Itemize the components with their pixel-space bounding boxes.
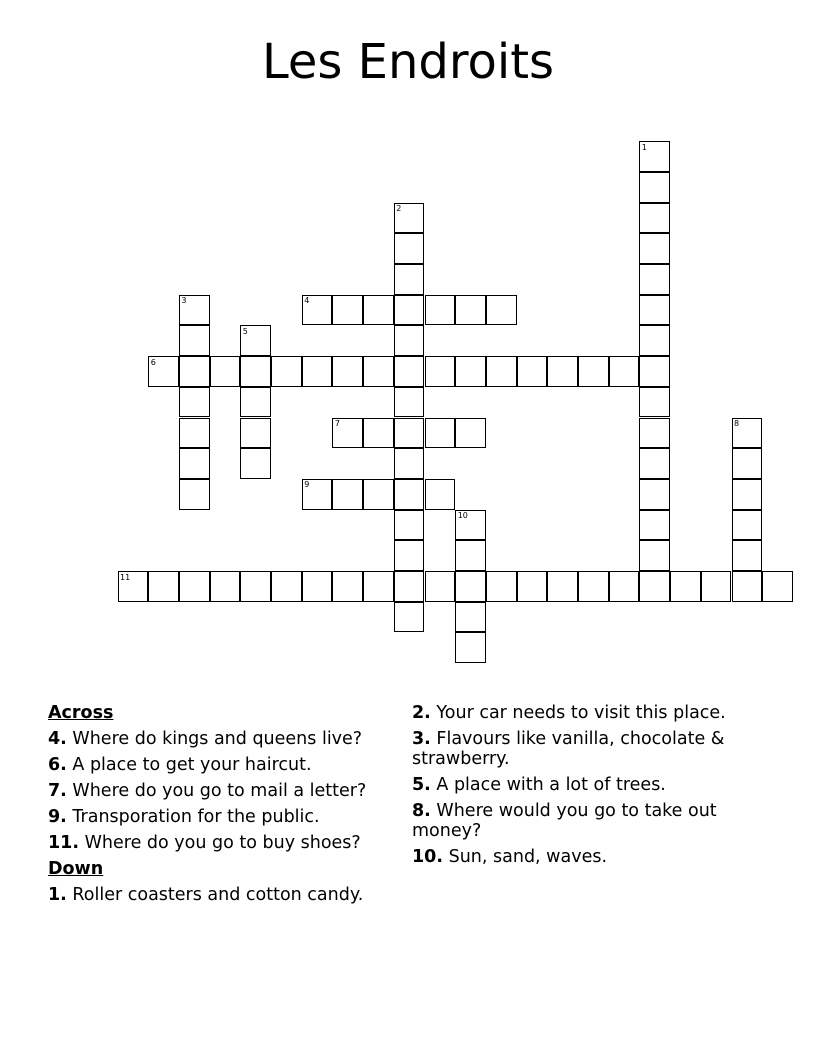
grid-cell[interactable] (302, 295, 333, 326)
grid-cell[interactable] (363, 571, 394, 602)
clue (412, 775, 757, 795)
grid-cell[interactable] (455, 356, 486, 387)
grid-cell[interactable] (332, 295, 363, 326)
grid-cell[interactable] (732, 479, 763, 510)
grid-cell[interactable] (271, 356, 302, 387)
clue (412, 847, 757, 867)
clues-left-column (48, 703, 393, 911)
grid-cell[interactable] (394, 418, 425, 449)
grid-cell[interactable] (179, 479, 210, 510)
grid-cell[interactable] (455, 632, 486, 663)
grid-cell[interactable] (394, 479, 425, 510)
grid-cell[interactable] (486, 295, 517, 326)
grid-cell[interactable] (394, 387, 425, 418)
grid-cell[interactable] (762, 571, 793, 602)
grid-cell[interactable] (455, 510, 486, 541)
grid-cell[interactable] (425, 479, 456, 510)
grid-cell[interactable] (639, 418, 670, 449)
grid-cell[interactable] (394, 602, 425, 633)
grid-cell[interactable] (240, 356, 271, 387)
clue (412, 729, 757, 769)
grid-cell[interactable] (547, 571, 578, 602)
clue-number: 8. (412, 801, 431, 821)
clue-text: Where do you go to mail a letter? (72, 781, 367, 801)
grid-cell[interactable] (302, 479, 333, 510)
grid-cell[interactable] (210, 356, 241, 387)
grid-cell[interactable] (332, 479, 363, 510)
grid-cell[interactable] (271, 571, 302, 602)
clue (412, 703, 757, 723)
grid-cell[interactable] (302, 356, 333, 387)
down-clue-list-left (48, 885, 393, 905)
grid-cell[interactable] (578, 356, 609, 387)
grid-cell[interactable] (639, 571, 670, 602)
grid-cell[interactable] (517, 571, 548, 602)
grid-cell[interactable] (179, 325, 210, 356)
clue-text: Transporation for the public. (72, 807, 320, 827)
grid-cell[interactable] (486, 571, 517, 602)
grid-cell[interactable] (394, 203, 425, 234)
grid-cell[interactable] (118, 571, 149, 602)
cell-number: 3 (181, 296, 187, 306)
grid-cell[interactable] (455, 602, 486, 633)
grid-cell[interactable] (363, 356, 394, 387)
grid-cell[interactable] (332, 571, 363, 602)
clue-text: Sun, sand, waves. (448, 847, 608, 867)
clue-number: 5. (412, 775, 431, 795)
clue-number: 9. (48, 807, 67, 827)
grid-cell[interactable] (639, 325, 670, 356)
clue-text: Where would you go to take out money? (412, 801, 717, 841)
grid-cell[interactable] (179, 571, 210, 602)
grid-cell[interactable] (639, 479, 670, 510)
grid-cell[interactable] (394, 264, 425, 295)
grid-cell[interactable] (394, 571, 425, 602)
grid-cell[interactable] (732, 540, 763, 571)
grid-cell[interactable] (517, 356, 548, 387)
clue (48, 833, 393, 853)
grid-cell[interactable] (670, 571, 701, 602)
grid-cell[interactable] (240, 325, 271, 356)
grid-cell[interactable] (240, 387, 271, 418)
grid-cell[interactable] (732, 510, 763, 541)
grid-cell[interactable] (148, 356, 179, 387)
down-clue-list-right (412, 703, 757, 867)
clue-number: 2. (412, 703, 431, 723)
grid-cell[interactable] (179, 387, 210, 418)
grid-cell[interactable] (639, 203, 670, 234)
grid-cell[interactable] (302, 571, 333, 602)
grid-cell[interactable] (425, 571, 456, 602)
grid-cell[interactable] (639, 356, 670, 387)
grid-cell[interactable] (332, 418, 363, 449)
clues-right-column (412, 703, 757, 873)
grid-cell[interactable] (639, 448, 670, 479)
grid-cell[interactable] (240, 571, 271, 602)
clue-text: A place to get your haircut. (72, 755, 312, 775)
clue-number: 1. (48, 885, 67, 905)
grid-cell[interactable] (394, 540, 425, 571)
clue (412, 801, 757, 841)
cell-number: 9 (304, 480, 310, 490)
grid-cell[interactable] (639, 295, 670, 326)
clue-text: A place with a lot of trees. (436, 775, 666, 795)
clue-number: 6. (48, 755, 67, 775)
grid-cell[interactable] (332, 356, 363, 387)
clue-text: Where do you go to buy shoes? (84, 833, 361, 853)
grid-cell[interactable] (179, 418, 210, 449)
grid-cell[interactable] (486, 356, 517, 387)
clue (48, 885, 393, 905)
grid-cell[interactable] (639, 233, 670, 264)
grid-cell[interactable] (394, 233, 425, 264)
grid-cell[interactable] (210, 571, 241, 602)
clue-number: 11. (48, 833, 80, 853)
grid-cell[interactable] (394, 295, 425, 326)
grid-cell[interactable] (179, 356, 210, 387)
grid-cell[interactable] (639, 387, 670, 418)
clue-number: 10. (412, 847, 444, 867)
grid-cell[interactable] (701, 571, 732, 602)
grid-cell[interactable] (179, 448, 210, 479)
grid-cell[interactable] (609, 356, 640, 387)
grid-cell[interactable] (639, 172, 670, 203)
grid-cell[interactable] (732, 418, 763, 449)
grid-cell[interactable] (425, 356, 456, 387)
grid-cell[interactable] (547, 356, 578, 387)
grid-cell[interactable] (363, 479, 394, 510)
clue (48, 807, 393, 827)
clue-text: Flavours like vanilla, chocolate & strawberry. (412, 729, 725, 769)
grid-cell[interactable] (148, 571, 179, 602)
cell-number: 8 (734, 419, 740, 428)
cell-number: 7 (334, 419, 340, 428)
grid-cell[interactable] (394, 448, 425, 479)
clue-number: 7. (48, 781, 67, 801)
grid-cell[interactable] (639, 264, 670, 295)
across-clue-list (48, 729, 393, 853)
cell-number: 6 (150, 357, 156, 367)
grid-cell[interactable] (394, 510, 425, 541)
cell-number: 4 (304, 296, 310, 306)
cell-number: 5 (242, 326, 248, 336)
across-heading: Across (48, 703, 114, 723)
grid-cell[interactable] (639, 141, 670, 172)
grid-cell[interactable] (455, 540, 486, 571)
grid-cell[interactable] (639, 510, 670, 541)
grid-cell[interactable] (732, 448, 763, 479)
cell-number: 2 (396, 204, 402, 214)
clue-text: Your car needs to visit this place. (436, 703, 726, 723)
clue-number: 3. (412, 729, 431, 749)
cell-number: 1 (641, 142, 647, 152)
grid-cell[interactable] (240, 418, 271, 449)
cell-number: 10 (457, 511, 468, 521)
grid-cell[interactable] (425, 295, 456, 326)
grid-cell[interactable] (240, 448, 271, 479)
grid-cell[interactable] (455, 418, 486, 449)
grid-cell[interactable] (455, 295, 486, 326)
grid-cell[interactable] (455, 571, 486, 602)
grid-cell[interactable] (394, 325, 425, 356)
grid-cell[interactable] (732, 571, 763, 602)
grid-cell[interactable] (425, 418, 456, 449)
grid-cell[interactable] (363, 418, 394, 449)
grid-cell[interactable] (578, 571, 609, 602)
clue (48, 729, 393, 749)
clue-number: 4. (48, 729, 67, 749)
down-heading: Down (48, 859, 104, 879)
cell-number: 11 (120, 572, 131, 582)
grid-cell[interactable] (363, 295, 394, 326)
clue-text: Where do kings and queens live? (72, 729, 363, 749)
clue-text: Roller coasters and cotton candy. (72, 885, 364, 905)
grid-cell[interactable] (639, 540, 670, 571)
clue (48, 755, 393, 775)
grid-cell[interactable] (179, 295, 210, 326)
puzzle-title: Les Endroits (261, 34, 555, 90)
grid-cell[interactable] (394, 356, 425, 387)
grid-cell[interactable] (609, 571, 640, 602)
clue (48, 781, 393, 801)
